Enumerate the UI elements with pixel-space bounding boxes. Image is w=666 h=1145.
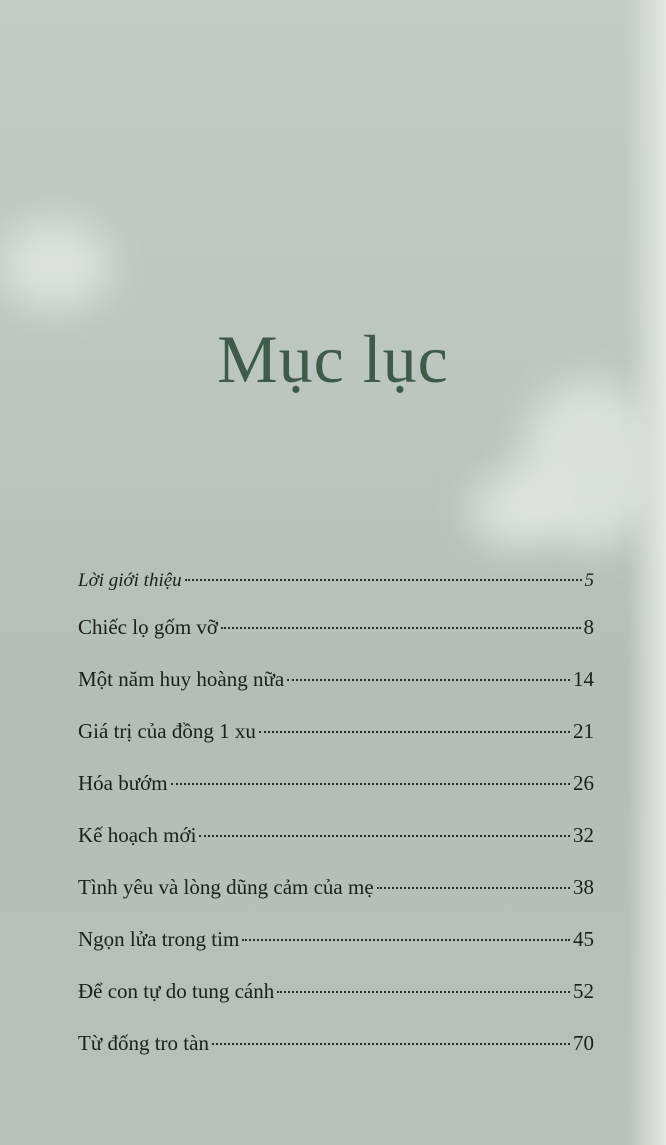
background-flower bbox=[0, 220, 110, 310]
toc-entry-page: 45 bbox=[573, 927, 594, 951]
toc-entry-page: 21 bbox=[573, 719, 594, 743]
toc-entry-page: 14 bbox=[573, 667, 594, 691]
toc-entry-title: Một năm huy hoàng nữa bbox=[78, 667, 285, 691]
toc-entry bbox=[78, 979, 594, 1031]
toc-leader-dots bbox=[212, 1043, 570, 1045]
toc-entry-title: Kế hoạch mới bbox=[78, 823, 197, 847]
toc-entry-page: 70 bbox=[573, 1031, 594, 1055]
toc-entry-title: Tình yêu và lòng dũng cảm của mẹ bbox=[78, 875, 374, 899]
toc-entry bbox=[78, 771, 594, 823]
toc-entry-title: Chiếc lọ gốm vỡ bbox=[78, 615, 219, 639]
toc-leader-dots bbox=[199, 835, 570, 837]
toc-entry-page: 52 bbox=[573, 979, 594, 1003]
toc-entry-page: 26 bbox=[573, 771, 594, 795]
toc-entry bbox=[78, 875, 594, 927]
toc-entry bbox=[78, 927, 594, 979]
toc-leader-dots bbox=[221, 627, 580, 629]
background-flower bbox=[470, 470, 560, 550]
toc-entry-page: 5 bbox=[584, 570, 594, 591]
page-title: Mục lục bbox=[217, 321, 449, 397]
toc-entry bbox=[78, 570, 594, 615]
toc-entry-title: Để con tự do tung cánh bbox=[78, 979, 275, 1003]
toc-entry bbox=[78, 615, 594, 667]
toc-leader-dots bbox=[277, 991, 570, 993]
toc-leader-dots bbox=[377, 887, 570, 889]
toc-entry-title: Từ đống tro tàn bbox=[78, 1031, 209, 1055]
table-of-contents bbox=[78, 570, 594, 1083]
toc-entry bbox=[78, 719, 594, 771]
toc-entry bbox=[78, 667, 594, 719]
toc-leader-dots bbox=[242, 939, 570, 941]
page-edge bbox=[626, 0, 666, 1145]
toc-leader-dots bbox=[287, 679, 570, 681]
toc-entry-title: Hóa bướm bbox=[78, 771, 168, 795]
toc-entry bbox=[78, 1031, 594, 1083]
toc-entry-page: 8 bbox=[583, 615, 594, 639]
toc-leader-dots bbox=[185, 579, 582, 581]
toc-entry-title: Ngọn lửa trong tim bbox=[78, 927, 240, 951]
toc-leader-dots bbox=[259, 731, 570, 733]
toc-entry-title: Giá trị của đồng 1 xu bbox=[78, 719, 256, 743]
toc-leader-dots bbox=[171, 783, 570, 785]
toc-entry-page: 32 bbox=[573, 823, 594, 847]
toc-entry-page: 38 bbox=[573, 875, 594, 899]
toc-entry bbox=[78, 823, 594, 875]
toc-entry-title: Lời giới thiệu bbox=[78, 570, 182, 591]
